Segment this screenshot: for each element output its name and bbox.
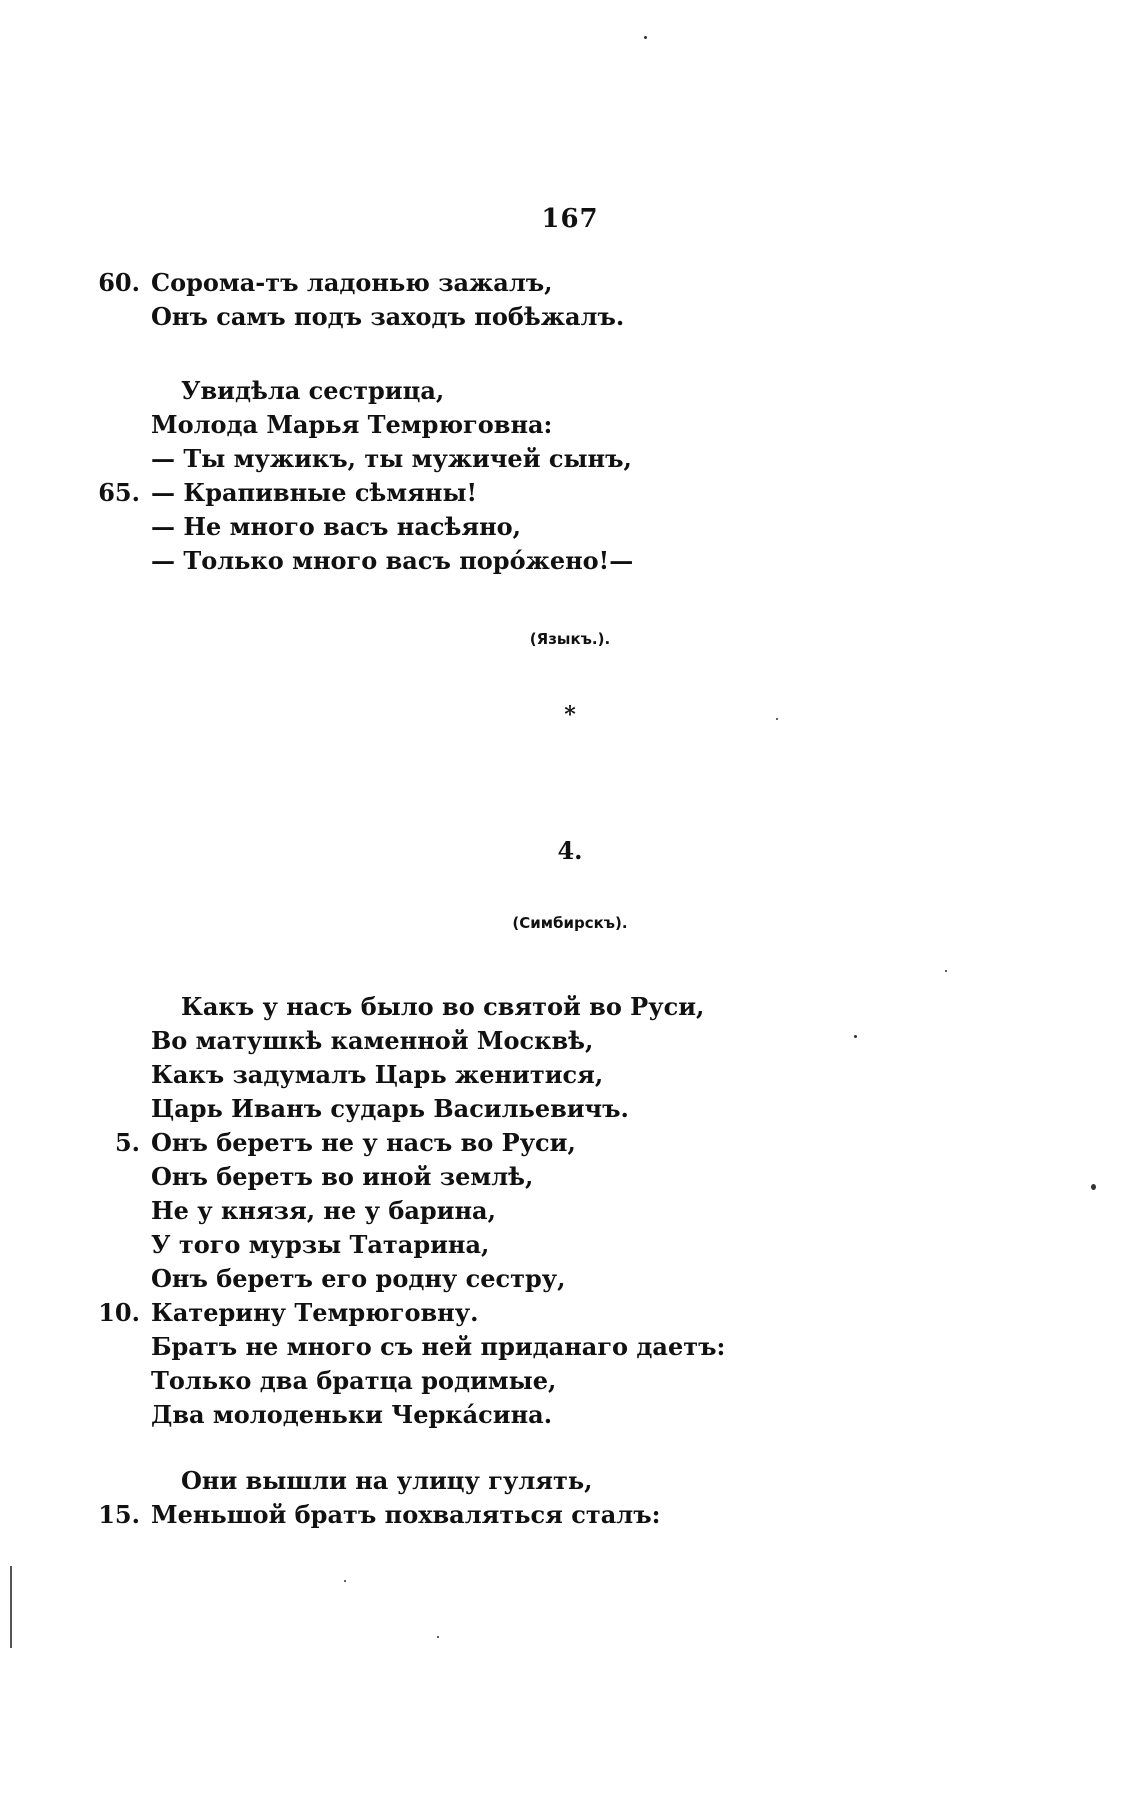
verse-line <box>0 1194 1140 1228</box>
verse-line <box>0 1228 1140 1262</box>
verse-line <box>0 1498 1140 1532</box>
line-number: 65. <box>98 478 140 507</box>
line-number: 60. <box>98 268 140 297</box>
verse-text: У того мурзы Татарина, <box>151 1230 490 1259</box>
verse-line <box>0 408 1140 442</box>
scan-speck <box>945 970 947 972</box>
verse-text: Катерину Темрюговну. <box>151 1298 479 1327</box>
line-number: 5. <box>114 1128 140 1157</box>
source-note-language: (Языкъ.). <box>529 630 611 648</box>
verse-text: — Только много васъ поро́жено!— <box>151 546 634 575</box>
verse-text: — Не много васъ насѣяно, <box>151 512 522 541</box>
verse-text: — Ты мужикъ, ты мужичей сынъ, <box>151 444 632 473</box>
verse-line <box>0 1058 1140 1092</box>
verse-line <box>0 1262 1140 1296</box>
verse-line <box>0 1464 1140 1498</box>
scan-margin-line <box>10 1566 12 1648</box>
verse-line <box>0 374 1140 408</box>
verse-block-1 <box>0 266 1140 334</box>
verse-line <box>0 300 1140 334</box>
verse-text: Два молоденьки Черка́сина. <box>151 1400 553 1429</box>
verse-text: Сорома-тъ ладонью зажалъ, <box>151 268 553 297</box>
verse-line <box>0 1092 1140 1126</box>
section-separator: * <box>564 702 576 728</box>
verse-text: — Крапивные сѣмяны! <box>151 478 478 507</box>
verse-block-2 <box>0 374 1140 578</box>
verse-line <box>0 544 1140 578</box>
verse-line <box>0 1330 1140 1364</box>
scan-speck <box>344 1580 346 1582</box>
line-number: 10. <box>98 1298 140 1327</box>
source-note-simbirsk: (Симбирскъ). <box>512 914 628 932</box>
verse-line <box>0 1024 1140 1058</box>
scan-speck <box>644 36 647 39</box>
verse-text: Только два братца родимые, <box>151 1366 557 1395</box>
page-number: 167 <box>541 204 599 234</box>
verse-text: Какъ задумалъ Царь женитися, <box>151 1060 604 1089</box>
verse-text: Увидѣла сестрица, <box>181 376 445 405</box>
verse-text: Онъ самъ подъ заходъ побѣжалъ. <box>151 302 625 331</box>
scan-speck <box>776 718 778 720</box>
verse-block-4 <box>0 1464 1140 1532</box>
verse-text: Онъ беретъ не у насъ во Руси, <box>151 1128 576 1157</box>
verse-line <box>0 1160 1140 1194</box>
verse-line <box>0 442 1140 476</box>
section-number: 4. <box>557 836 583 865</box>
scan-speck <box>854 1035 857 1038</box>
scan-speck <box>437 1636 439 1638</box>
verse-text: Молода Марья Темрюговна: <box>151 410 553 439</box>
verse-block-3 <box>0 990 1140 1432</box>
verse-line <box>0 990 1140 1024</box>
verse-text: Онъ беретъ его родну сестру, <box>151 1264 566 1293</box>
verse-text: Онъ беретъ во иной землѣ, <box>151 1162 534 1191</box>
verse-text: Братъ не много съ ней приданаго даетъ: <box>151 1332 726 1361</box>
verse-line <box>0 1398 1140 1432</box>
verse-line <box>0 510 1140 544</box>
line-number: 15. <box>98 1500 140 1529</box>
verse-text: Царь Иванъ сударь Васильевичъ. <box>151 1094 629 1123</box>
verse-text: Меньшой братъ похваляться сталъ: <box>151 1500 661 1529</box>
scan-speck <box>1091 1184 1096 1190</box>
verse-text: Какъ у насъ было во святой во Руси, <box>181 992 705 1021</box>
verse-line <box>0 1364 1140 1398</box>
verse-line <box>0 476 1140 510</box>
verse-text: Не у князя, не у барина, <box>151 1196 496 1225</box>
verse-text: Во матушкѣ каменной Москвѣ, <box>151 1026 594 1055</box>
verse-line <box>0 1126 1140 1160</box>
verse-text: Они вышли на улицу гулять, <box>181 1466 593 1495</box>
verse-line <box>0 266 1140 300</box>
verse-line <box>0 1296 1140 1330</box>
